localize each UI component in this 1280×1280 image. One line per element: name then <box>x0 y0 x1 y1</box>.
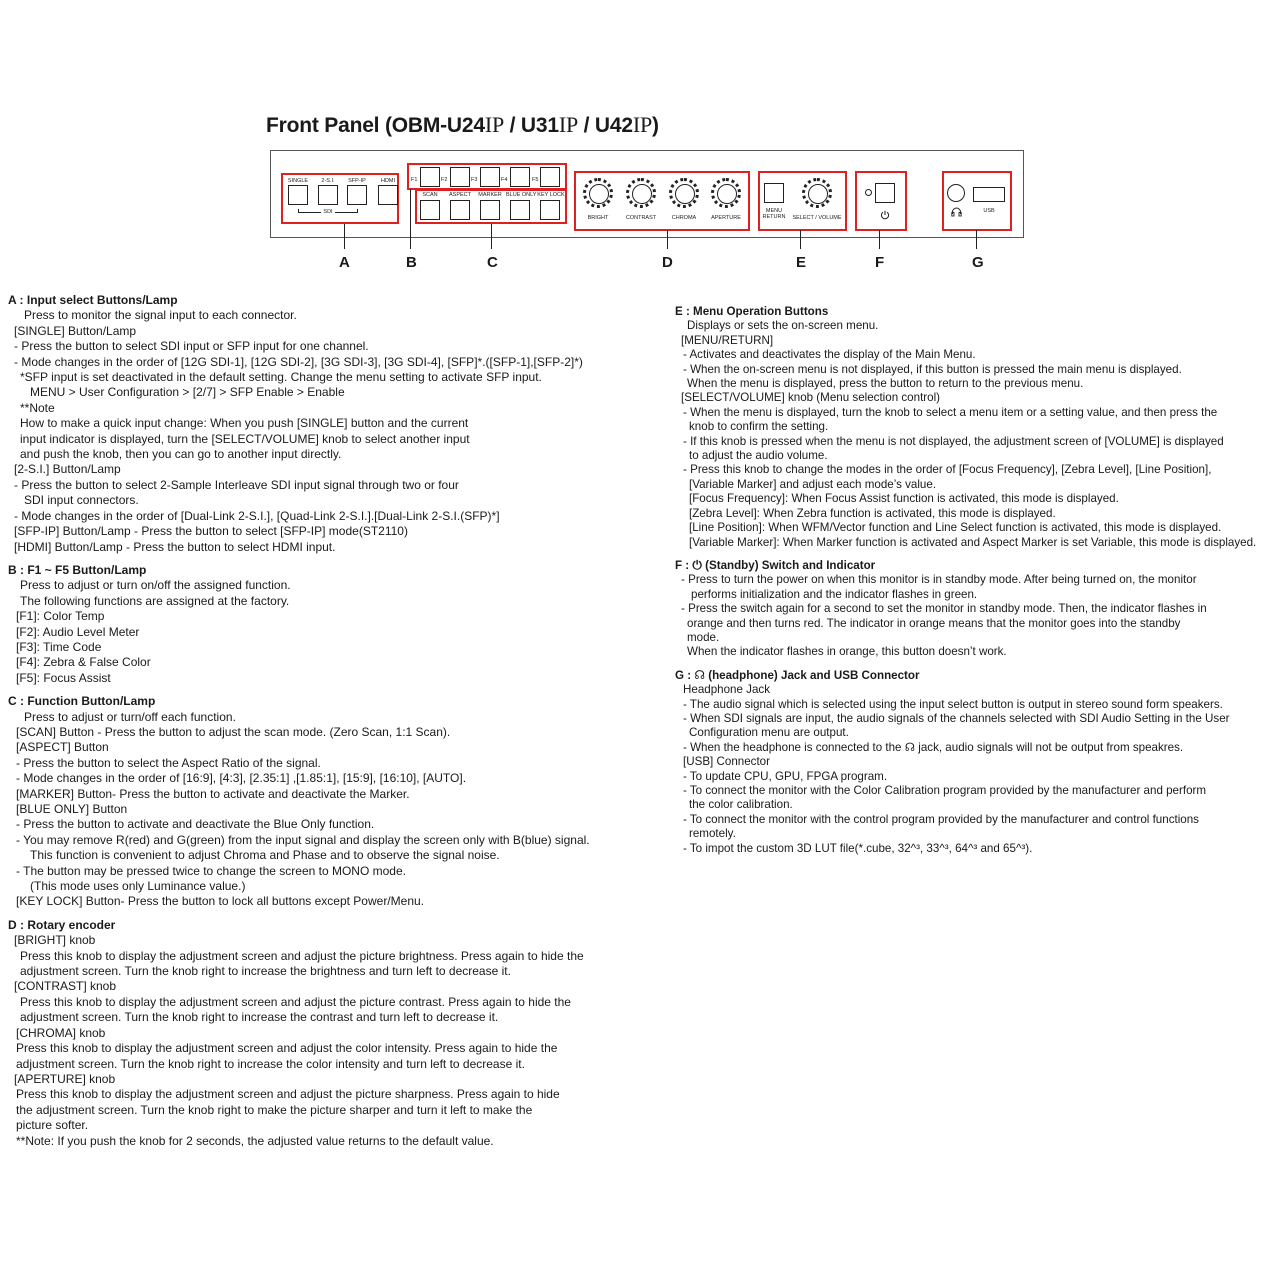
section-heading: F : ⏻ (Standby) Switch and Indicator <box>675 557 876 572</box>
headphone-jack[interactable] <box>947 184 965 202</box>
text-line: [Focus Frequency]: When Focus Assist function is activated, this mode is displayed. <box>689 492 1119 506</box>
text-line: This function is convenient to adjust Chroma and Phase and to observe the signal noise. <box>30 848 500 863</box>
spacer <box>8 686 628 694</box>
label-aspect: ASPECT <box>448 192 471 198</box>
text-line: - When the headphone is connected to the ☊ jack, audio signals will not be output from speakres. <box>683 740 1184 754</box>
text-line: input indicator is displayed, turn the [SELECT/VOLUME] knob to select another input <box>20 431 470 446</box>
select-volume-knob[interactable] <box>802 178 832 208</box>
text-line: performs initialization and the indicator flashes in green. <box>691 587 978 601</box>
f2-button[interactable] <box>450 167 470 187</box>
label-f2: F2 <box>441 177 448 183</box>
label-f1: F1 <box>411 177 418 183</box>
left-column-text <box>8 293 628 1149</box>
pointer-e <box>800 230 801 249</box>
section-heading: B : F1 ~ F5 Button/Lamp <box>8 562 147 577</box>
pointer-g <box>976 230 977 249</box>
letter-c: C <box>487 254 498 271</box>
power-icon <box>880 210 890 220</box>
section-heading: E : Menu Operation Buttons <box>675 305 829 318</box>
hdmi-button[interactable] <box>378 185 398 205</box>
text-line: [MENU/RETURN] <box>681 333 774 347</box>
text-line: [CHROMA] knob <box>16 1025 106 1040</box>
text-line: - To connect the monitor with the control program provided by the manufacturer and control functions <box>683 812 1199 826</box>
text-line: SDI input connectors. <box>24 493 139 508</box>
label-sdi: SDI <box>321 209 335 215</box>
text-line: the color calibration. <box>689 798 793 812</box>
text-line: [SELECT/VOLUME] knob (Menu selection control) <box>681 391 941 405</box>
section-heading: C : Function Button/Lamp <box>8 694 156 709</box>
text-line: - Mode changes in the order of [16:9], [4:3], [2.35:1] ,[1.85:1], [15:9], [16:10], [AUTO]. <box>16 771 467 786</box>
letter-g: G <box>972 254 984 271</box>
text-line: knob to confirm the setting. <box>689 420 829 434</box>
aspect-button[interactable] <box>450 200 470 220</box>
blue-only-button[interactable] <box>510 200 530 220</box>
key-lock-button[interactable] <box>540 200 560 220</box>
text-line: (This mode uses only Luminance value.) <box>30 879 246 894</box>
label-blue-only: BLUE ONLY <box>506 192 537 198</box>
front-panel-diagram <box>270 150 1024 238</box>
text-line: MENU > User Configuration > [2/7] > SFP Enable > Enable <box>30 385 345 400</box>
f5-button[interactable] <box>540 167 560 187</box>
bright-knob[interactable] <box>583 178 613 208</box>
text-line: [BLUE ONLY] Button <box>16 802 128 816</box>
text-line: - The audio signal which is selected using the input select button is output in stereo sound form speakers. <box>683 697 1223 711</box>
text-line: - Press to turn the power on when this monitor is in standby mode. After being turned on, the monitor <box>681 573 1197 587</box>
text-line: mode. <box>687 630 720 644</box>
text-line: The following functions are assigned at the factory. <box>20 593 290 608</box>
text-line: [Zebra Level]: When Zebra function is activated, this mode is displayed. <box>689 506 1056 520</box>
symbol-icon: ⏻ <box>692 557 702 572</box>
text-line: When the menu is displayed, press the button to return to the previous menu. <box>687 377 1084 391</box>
text-line: adjustment screen. Turn the knob right to increase the color intensity and turn left to decrease it. <box>16 1056 525 1071</box>
text-line: - Press the button to select the Aspect Ratio of the signal. <box>16 755 321 770</box>
text-line: **Note: If you push the knob for 2 seconds, the adjusted value returns to the default value. <box>16 1133 494 1148</box>
standby-indicator <box>865 189 872 196</box>
text-line: - To impot the custom 3D LUT file(*.cube, 32^³, 33^³, 64^³ and 65^³). <box>683 841 1033 855</box>
standby-button[interactable] <box>875 183 895 203</box>
text-line: Press to adjust or turn on/off the assigned function. <box>20 578 291 593</box>
text-line: adjustment screen. Turn the knob right to increase the contrast and turn left to decrease it. <box>20 1010 499 1025</box>
label-marker: MARKER <box>478 192 502 198</box>
menu-return-button[interactable] <box>764 183 784 203</box>
label-aperture: APERTURE <box>711 215 741 221</box>
text-line: [F2]: Audio Level Meter <box>16 624 140 639</box>
section-heading: G : ☊ (headphone) Jack and USB Connector <box>675 667 920 682</box>
scan-button[interactable] <box>420 200 440 220</box>
text-line: - The button may be pressed twice to change the screen to MONO mode. <box>16 863 406 878</box>
text-line: - Press the button to select SDI input or SFP input for one channel. <box>14 339 369 354</box>
f4-button[interactable] <box>510 167 530 187</box>
text-line: - Press this knob to change the modes in the order of [Focus Frequency], [Zebra Level], [Line Position], <box>683 463 1212 477</box>
section-heading: D : Rotary encoder <box>8 917 116 932</box>
text-line: - Activates and deactivates the display of the Main Menu. <box>683 348 976 362</box>
text-line: Press to adjust or turn/off each function. <box>24 709 236 724</box>
text-line: picture softer. <box>16 1118 89 1133</box>
2si-button[interactable] <box>318 185 338 205</box>
chroma-knob[interactable] <box>669 178 699 208</box>
pointer-b <box>410 189 411 249</box>
text-line: [KEY LOCK] Button- Press the button to lock all buttons except Power/Menu. <box>16 894 424 909</box>
letter-b: B <box>406 254 417 271</box>
text-line: [BRIGHT] knob <box>14 933 96 948</box>
text-line: [F5]: Focus Assist <box>16 670 111 685</box>
text-line: [SFP-IP] Button/Lamp - Press the button to select [SFP-IP] mode(ST2110) <box>14 524 408 539</box>
letter-f: F <box>875 254 885 271</box>
pointer-c <box>491 224 492 249</box>
text-line: [F1]: Color Temp <box>16 609 105 624</box>
label-menu: MENU <box>765 208 783 214</box>
label-bright: BRIGHT <box>587 215 609 221</box>
text-line: [Variable Marker] and adjust each mode’s value. <box>689 477 937 491</box>
text-line: [F4]: Zebra & False Color <box>16 655 151 670</box>
label-contrast: CONTRAST <box>625 215 657 221</box>
text-line: [CONTRAST] knob <box>14 979 117 994</box>
label-f3: F3 <box>471 177 478 183</box>
text-line: - If this knob is pressed when the menu is not displayed, the adjustment screen of [VOLUME] is displayed <box>683 434 1224 448</box>
text-line: - Mode changes in the order of [12G SDI-1], [12G SDI-2], [3G SDI-3], [3G SDI-4], [SFP]*.([SFP-1],[SFP-2]*) <box>14 354 583 369</box>
text-line: - When SDI signals are input, the audio signals of the channels selected with SDI Audio Setting in the User <box>683 711 1230 725</box>
text-line: [Line Position]: When WFM/Vector function and Line Select function is activated, this mode is displayed. <box>689 521 1222 535</box>
text-line: - When the on-screen menu is not displayed, if this button is pressed the main menu is displayed. <box>683 362 1182 376</box>
text-line: [SINGLE] Button/Lamp <box>14 323 137 338</box>
text-line: When the indicator flashes in orange, this button doesn’t work. <box>687 645 1007 659</box>
letter-a: A <box>339 254 350 271</box>
text-line: [SCAN] Button - Press the button to adjust the scan mode. (Zero Scan, 1:1 Scan). <box>16 724 451 739</box>
text-line: Displays or sets the on-screen menu. <box>687 319 879 333</box>
text-line: [F3]: Time Code <box>16 639 102 654</box>
spacer <box>8 555 628 563</box>
text-line: How to make a quick input change: When you push [SINGLE] button and the current <box>20 416 469 431</box>
spacer <box>675 550 1275 558</box>
text-line: [MARKER] Button- Press the button to activate and deactivate the Marker. <box>16 786 410 801</box>
text-line: **Note <box>20 400 55 415</box>
single-button[interactable] <box>288 185 308 205</box>
text-line: Headphone Jack <box>683 683 771 697</box>
text-line: - Press the button to activate and deactivate the Blue Only function. <box>16 817 375 832</box>
letter-d: D <box>662 254 673 271</box>
pointer-d <box>667 230 668 249</box>
text-line: to adjust the audio volume. <box>689 449 828 463</box>
aperture-knob[interactable] <box>711 178 741 208</box>
text-line: adjustment screen. Turn the knob right to increase the brightness and turn left to decrease it. <box>20 964 511 979</box>
page-title: Front Panel (OBM-U24IP / U31IP / U42IP) <box>266 112 659 137</box>
pointer-a <box>344 224 345 249</box>
contrast-knob[interactable] <box>626 178 656 208</box>
usb-port[interactable] <box>973 187 1005 202</box>
symbol-icon: ☊ <box>694 667 705 682</box>
label-sfpip: SFP-IP <box>348 178 366 184</box>
text-line: - You may remove R(red) and G(green) from the input signal and display the screen only with B(blue) signal. <box>16 832 590 847</box>
text-line: the adjustment screen. Turn the knob right to make the picture sharper and turn it left to make the <box>16 1102 533 1117</box>
text-line: and push the knob, then you can go to another input directly. <box>20 447 342 462</box>
spacer <box>675 660 1275 668</box>
text-line: - Mode changes in the order of [Dual-Link 2-S.I.], [Quad-Link 2-S.I.].[Dual-Link 2-S.I.(SFP)*] <box>14 508 500 523</box>
text-line: remotely. <box>689 827 736 841</box>
label-f5: F5 <box>532 177 539 183</box>
text-line: Configuration menu are output. <box>689 726 849 740</box>
text-line: - When the menu is displayed, turn the knob to select a menu item or a setting value, and then press the <box>683 405 1218 419</box>
f3-button[interactable] <box>480 167 500 187</box>
text-line: - To update CPU, GPU, FPGA program. <box>683 769 888 783</box>
text-line: [APERTURE] knob <box>14 1071 116 1086</box>
label-f4: F4 <box>501 177 508 183</box>
label-2si: 2-S.I. <box>321 178 335 184</box>
letter-e: E <box>796 254 807 271</box>
text-line: [2-S.I.] Button/Lamp <box>14 462 121 477</box>
pointer-f <box>879 230 880 249</box>
label-single: SINGLE <box>287 178 309 184</box>
right-column-text <box>675 305 1275 856</box>
label-return: RETURN <box>762 214 786 220</box>
marker-button[interactable] <box>480 200 500 220</box>
text-line: Press this knob to display the adjustment screen and adjust the picture sharpness. Press again to hide <box>16 1087 560 1102</box>
label-chroma: CHROMA <box>671 215 697 221</box>
label-key-lock: KEY LOCK <box>537 192 565 198</box>
text-line: *SFP input is set deactivated in the default setting. Change the menu setting to activate SFP input. <box>20 370 542 385</box>
text-line: - Press the switch again for a second to set the monitor in standby mode. Then, the indicator flashes in <box>681 602 1207 616</box>
text-line: orange and then turns red. The indicator in orange means that the monitor goes into the standby <box>687 616 1181 630</box>
text-line: Press to monitor the signal input to each connector. <box>24 308 297 323</box>
text-line: Press this knob to display the adjustment screen and adjust the color intensity. Press again to hide the <box>16 1041 558 1056</box>
text-line: Press this knob to display the adjustment screen and adjust the picture brightness. Press again to hide the <box>20 948 584 963</box>
section-heading: A : Input select Buttons/Lamp <box>8 293 178 307</box>
label-hdmi: HDMI <box>380 178 396 184</box>
f1-button[interactable] <box>420 167 440 187</box>
text-line: - Press the button to select 2-Sample Interleave SDI input signal through two or four <box>14 477 459 492</box>
text-line: [ASPECT] Button <box>16 740 109 755</box>
headphone-icon <box>951 207 962 217</box>
text-line: [Variable Marker]: When Marker function is activated and Aspect Marker is set Variable, this mode is displayed. <box>689 535 1257 549</box>
label-scan: SCAN <box>422 192 438 198</box>
spacer <box>8 910 628 918</box>
text-line: - To connect the monitor with the Color Calibration program provided by the manufacturer and perform <box>683 784 1207 797</box>
text-line: [HDMI] Button/Lamp - Press the button to select HDMI input. <box>14 539 336 554</box>
text-line: Press this knob to display the adjustment screen and adjust the picture contrast. Press again to hide the <box>20 994 571 1009</box>
label-usb: USB <box>983 208 995 214</box>
sfpip-button[interactable] <box>347 185 367 205</box>
label-select-volume: SELECT / VOLUME <box>792 215 842 221</box>
text-line: [USB] Connector <box>683 755 770 769</box>
